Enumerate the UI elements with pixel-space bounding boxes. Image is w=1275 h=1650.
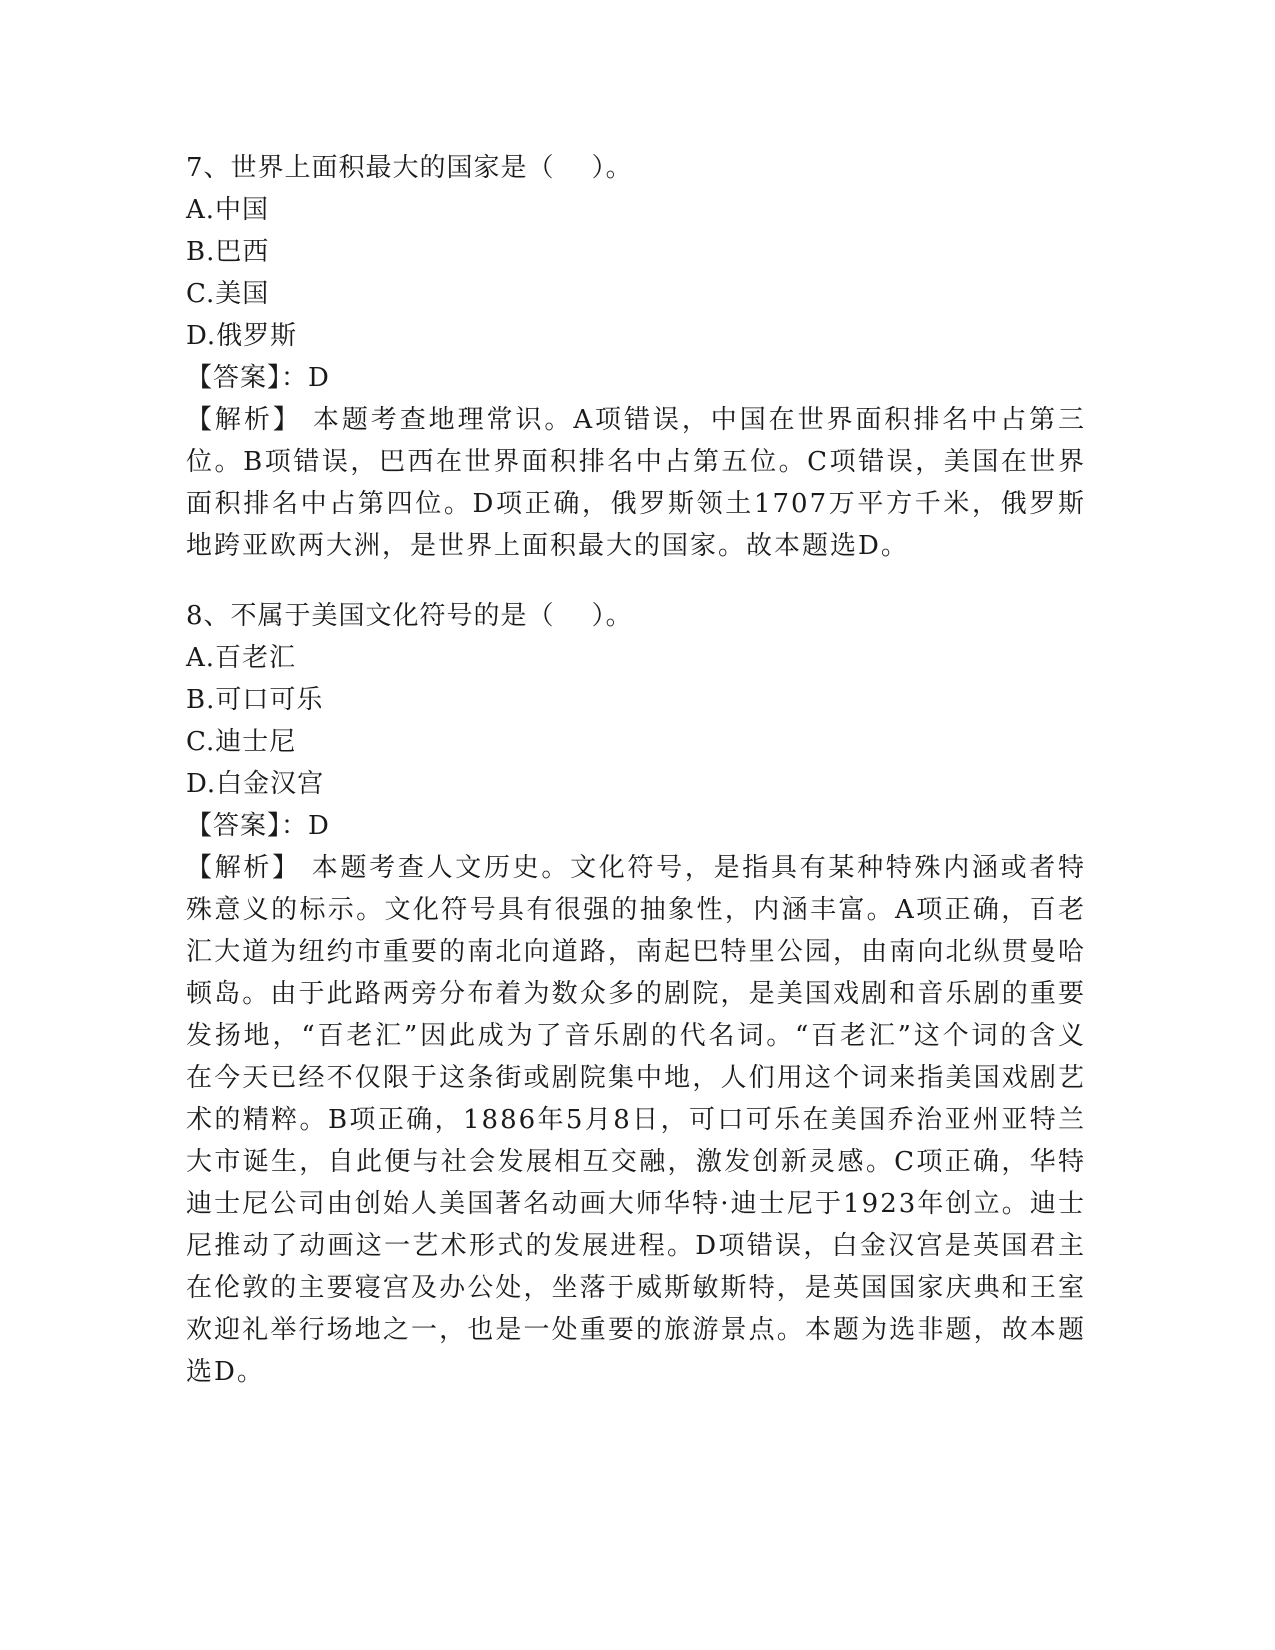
option-a: A.中国 (186, 195, 270, 225)
analysis-paragraph: 【解析】 本题考查地理常识。A项错误，中国在世界面积排名中占第三位。B项错误，巴西在世界面积排名中占第五位。C项错误，美国在世界面积排名中占第四位。D项正确，俄罗斯领土1707万平方千米，俄罗斯地跨亚欧两大洲，是世界上面积最大的国家。故本题选D。 (186, 405, 1086, 561)
option-d: D.白金汉宫 (186, 769, 325, 799)
option-c: C.迪士尼 (186, 727, 297, 757)
question-block (186, 147, 1086, 567)
analysis-paragraph: 【解析】 本题考查人文历史。文化符号，是指具有某种特殊内涵或者特殊意义的标示。文化符号具有很强的抽象性，内涵丰富。A项正确，百老汇大道为纽约市重要的南北向道路，南起巴特里公园，由南向北纵贯曼哈顿岛。由于此路两旁分布着为数众多的剧院，是美国戏剧和音乐剧的重要发扬地，“百老汇”因此成为了音乐剧的代名词。“百老汇”这个词的含义在今天已经不仅限于这条街或剧院集中地，人们用这个词来指美国戏剧艺术的精粹。B项正确，1886年5月8日，可口可乐在美国乔治亚州亚特兰大市诞生，自此便与社会发展相互交融，激发创新灵感。C项正确，华特迪士尼公司由创始人美国著名动画大师华特·迪士尼于1923年创立。迪士尼推动了动画这一艺术形式的发展进程。D项错误，白金汉宫是英国君主在伦敦的主要寝宫及办公处，坐落于威斯敏斯特，是英国国家庆典和王室欢迎礼举行场地之一，也是一处重要的旅游景点。本题为选非题，故本题选D。 (186, 853, 1086, 1387)
question-stem: 8、不属于美国文化符号的是（ ）。 (186, 601, 633, 631)
document-content (186, 147, 1086, 1393)
question-block (186, 595, 1086, 1393)
answer-line: 【答案】：D (186, 811, 330, 841)
question-separator (186, 567, 1086, 595)
option-a: A.百老汇 (186, 643, 297, 673)
option-c: C.美国 (186, 279, 270, 309)
option-d: D.俄罗斯 (186, 321, 298, 351)
question-stem: 7、世界上面积最大的国家是（ ）。 (186, 153, 633, 183)
option-b: B.可口可乐 (186, 685, 324, 715)
option-b: B.巴西 (186, 237, 270, 267)
answer-line: 【答案】：D (186, 363, 330, 393)
